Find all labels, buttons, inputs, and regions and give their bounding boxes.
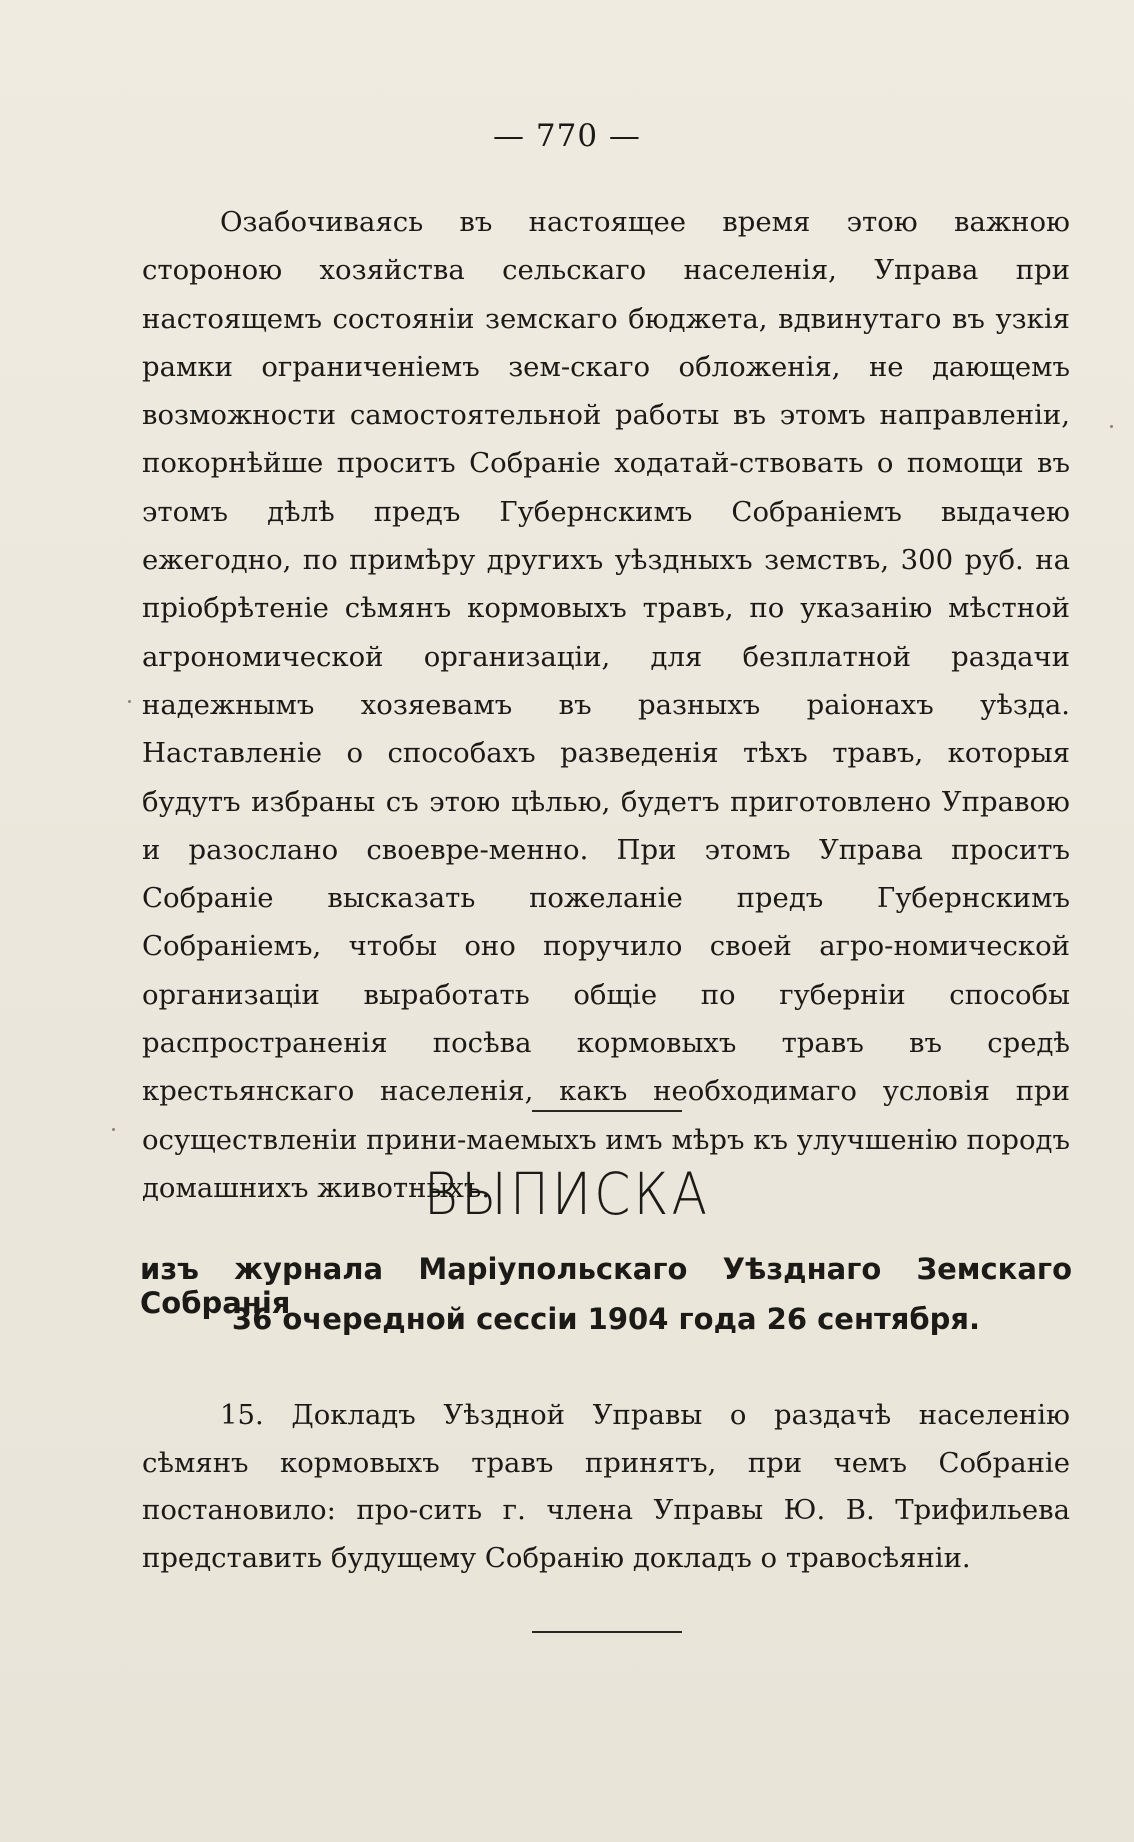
section-divider — [532, 1110, 682, 1112]
scan-speck — [128, 700, 131, 703]
closing-divider — [532, 1631, 682, 1633]
extract-heading: ВЫПИСКА — [423, 1161, 711, 1229]
scan-speck — [112, 1128, 115, 1131]
extract-subheading-line-2: 36 очередной сессіи 1904 года 26 сентября. — [231, 1302, 981, 1336]
extract-subheading-line-1: изъ журнала Маріупольскаго Уѣзднаго Земскаго Собранія — [140, 1252, 1072, 1320]
page-number: — 770 — — [493, 118, 641, 154]
scan-speck — [1110, 425, 1113, 428]
body-paragraph: Озабочиваясь въ настоящее время этою важною стороною хозяйства сельскаго населенія, Управа при настоящемъ состояніи земскаго бюджета, вдвинутаго въ узкія рамки ограниченіемъ зем-скаго обложенія, не дающемъ возможности самостоятельной работы въ этомъ направленіи, покорнѣйше проситъ Собраніе ходатай-ствовать о помощи въ этомъ дѣлѣ предъ Губернскимъ Собраніемъ выдачею ежегодно, по примѣру другихъ уѣздныхъ земствъ, 300 руб. на пріобрѣтеніе сѣмянъ кормовыхъ травъ, по указанію мѣстной агрономической организаціи, для безплатной раздачи надежнымъ хозяевамъ въ разныхъ раіонахъ уѣзда. Наставленіе о способахъ разведенія тѣхъ травъ, которыя будутъ избраны съ этою цѣлью, будетъ приготовлено Управою и разослано своевре-менно. При этомъ Управа проситъ Собраніе высказать пожеланіе предъ Губернскимъ Собраніемъ, чтобы оно поручило своей агро-номической организаціи выработать общіе по губерніи способы распространенія посѣва кормовыхъ травъ въ средѣ крестьянскаго населенія, какъ необходимаго условія при осуществленіи прини-маемыхъ имъ мѣръ къ улучшенію породъ домашнихъ животныхъ. — [142, 206, 1070, 1204]
extract-paragraph: 15. Докладъ Уѣздной Управы о раздачѣ населенію сѣмянъ кормовыхъ травъ принятъ, при чемъ Собраніе постановило: про-сить г. члена Управы Ю. В. Трифильева представить будущему Собранію докладъ о травосѣяніи. — [142, 1399, 1070, 1574]
